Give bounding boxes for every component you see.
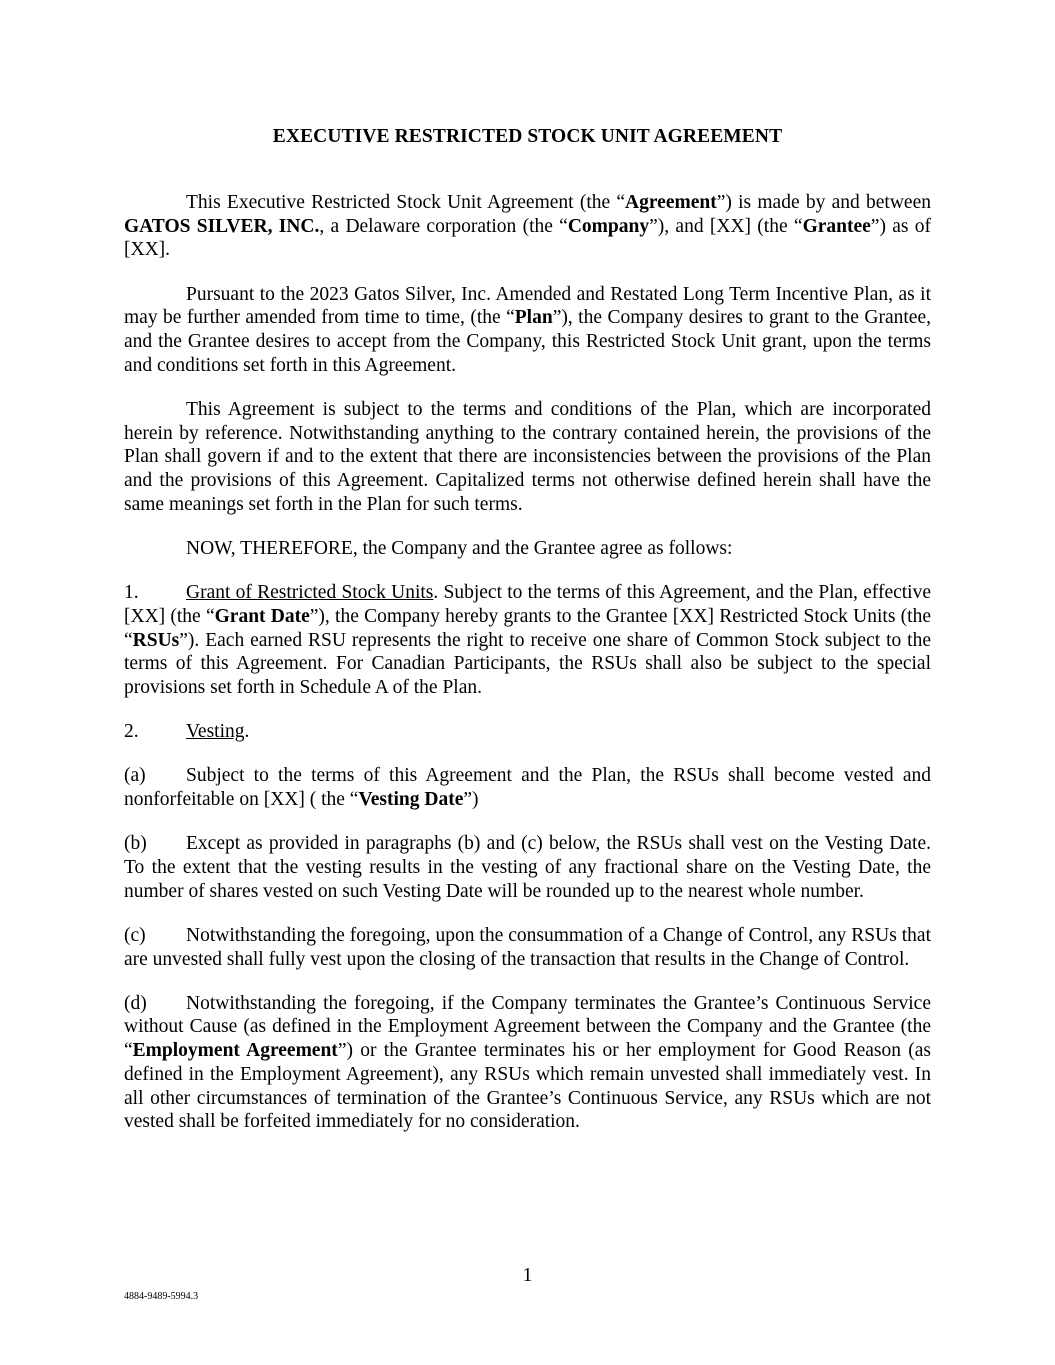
paragraph-label: (d) [124, 992, 147, 1014]
defined-term-plan: Plan [514, 307, 553, 329]
subject-paragraph: This Agreement is subject to the terms and conditions of the Plan, which are incorporated herein by reference. Notwithstanding anything to the contrary contained herein, the provisions of the Plan shall govern if and to the extent that there are inconsistencies between the provisions of the Plan and the provisions of this Agreement. Capitalized terms not otherwise defined herein shall have the same meanings set forth in the Plan for such terms. [124, 398, 931, 515]
now-therefore-paragraph: NOW, THEREFORE, the Company and the Grantee agree as follows: [186, 537, 733, 559]
paragraph-d: (d) Notwithstanding the foregoing, if the Company terminates the Grantee’s Continuous Service without Cause (as defined in the Employment Agreement between the Company and the Grantee (the “Employment Agreement”) or the Grantee terminates his or her employment for Good Reason (as defined in the Employment Agreement), any RSUs which remain unvested shall immediately vest. In all other circumstances of termination of the Grantee’s Continuous Service, any RSUs which are not vested shall be forfeited immediately for no consideration. [124, 992, 932, 1133]
paragraph-a: (a) Subject to the terms of this Agreement and the Plan, the RSUs shall become vested and nonforfeitable on [XX] ( the “Vesting Date”) [124, 765, 931, 811]
intro-paragraph: This Executive Restricted Stock Unit Agreement (the “Agreement”) is made by and between GATOS SILVER, INC., a Delaware corporation (the “Company”), and [XX] (the “Grantee”) as of [XX]. [124, 192, 931, 261]
defined-term-grantee: Grantee [802, 215, 871, 237]
pursuant-paragraph: Pursuant to the 2023 Gatos Silver, Inc. Amended and Restated Long Term Incentive Plan, as it may be further amended from time to time, (the “Plan”), the Company desires to grant to the Grantee, and the Grantee desires to accept from the Company, this Restricted Stock Unit grant, upon the terms and conditions set forth in this Agreement. [124, 283, 931, 376]
company-name: GATOS SILVER, INC. [124, 215, 320, 237]
paragraph-label: (c) [124, 924, 146, 946]
defined-term-employment-agreement: Employment Agreement [132, 1040, 338, 1062]
section-heading: Vesting [186, 721, 245, 743]
paragraph-c: (c) Notwithstanding the foregoing, upon the consummation of a Change of Control, any RSUs that are unvested shall fully vest upon the closing of the transaction that results in the Change of Control. [124, 924, 931, 970]
section-number: 2. [124, 721, 139, 743]
section-1-grant: 1. Grant of Restricted Stock Units. Subject to the terms of this Agreement, and the Plan, effective [XX] (the “Grant Date”), the Company hereby grants to the Grantee [XX] Restricted Stock Units (the “RSUs”). Each earned RSU represents the right to receive one share of Common Stock subject to the terms of this Agreement. For Canadian Participants, the RSUs shall also be subject to the special provisions set forth in Schedule A of the Plan. [124, 582, 931, 698]
section-2-vesting: 2. Vesting. [124, 721, 250, 743]
paragraph-label: (b) [124, 833, 147, 855]
document-page [124, 0, 931, 1365]
section-number: 1. [124, 582, 139, 604]
section-heading: Grant of Restricted Stock Units [186, 582, 434, 604]
document-id: 4884-9489-5994.3 [124, 1291, 199, 1302]
defined-term-vesting-date: Vesting Date [358, 789, 464, 811]
paragraph-label: (a) [124, 765, 146, 787]
defined-term-agreement: Agreement [625, 192, 717, 213]
defined-term-rsus: RSUs [132, 629, 180, 651]
document-title: EXECUTIVE RESTRICTED STOCK UNIT AGREEMENT [272, 126, 783, 147]
document-body [124, 191, 931, 1155]
page-number: 1 [522, 1265, 533, 1286]
paragraph-b: (b) Except as provided in paragraphs (b) and (c) below, the RSUs shall vest on the Vesting Date. To the extent that the vesting results in the vesting of any fractional share on the Vesting Date, the number of shares vested on such Vesting Date will be rounded up to the nearest whole number. [124, 833, 931, 902]
defined-term-grant-date: Grant Date [214, 605, 310, 627]
defined-term-company: Company [567, 215, 650, 237]
